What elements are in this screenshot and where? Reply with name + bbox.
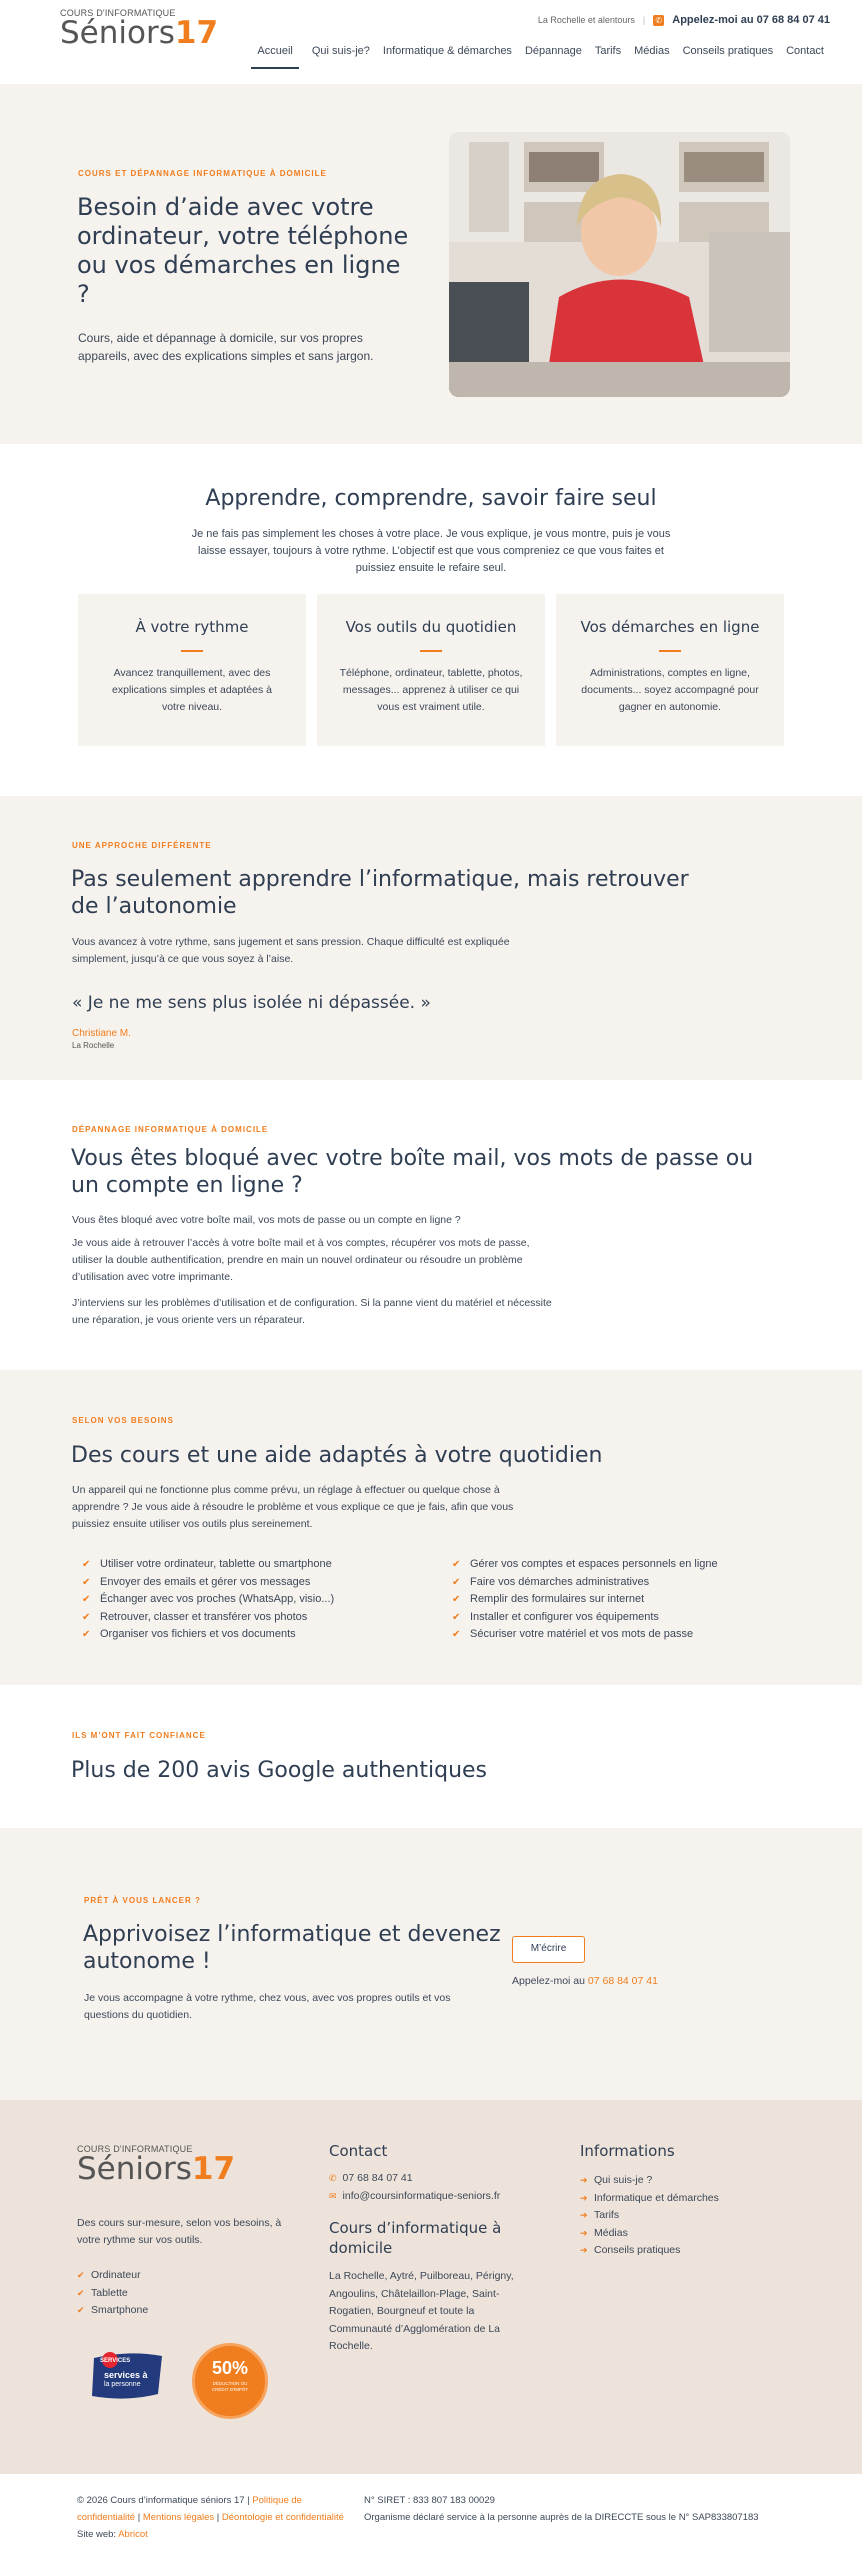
site-footer [0, 2100, 862, 2474]
cta-text: Je vous accompagne à votre rythme, chez vous, avec vos propres outils et vos questions du quotidien. [84, 1992, 451, 2021]
list-item: ✔ Retrouver, classer et transférer vos photos [82, 1609, 334, 1627]
nav-item-accueil[interactable]: Accueil [251, 45, 298, 69]
needs-list-right [452, 1556, 718, 1644]
logo-number: 17 [174, 15, 219, 51]
sap-line2: la personne [104, 2381, 141, 2388]
footer-link-qui-suis-je[interactable]: ➔ Qui suis-je ? [580, 2172, 719, 2190]
card-title: Vos outils du quotidien [345, 618, 517, 636]
tax-credit-badge [192, 2343, 268, 2419]
site-header [0, 0, 862, 84]
logo-word: Séniors [77, 2151, 192, 2187]
card-rythme [78, 594, 306, 746]
cours-eyebrow: SELON VOS BESOINS [72, 1416, 174, 1425]
nav-item-medias[interactable]: Médias [634, 45, 670, 57]
logo-word: Séniors [60, 15, 175, 51]
hero-eyebrow: COURS ET DÉPANNAGE INFORMATIQUE À DOMICILE [78, 169, 327, 178]
hero-section [0, 84, 862, 444]
list-item: ✔ Installer et configurer vos équipements [452, 1609, 718, 1627]
depannage-title: Vous êtes bloqué avec votre boîte mail, vos mots de passe ou un compte en ligne ? [71, 1146, 754, 1198]
list-item: ✔ Remplir des formulaires sur internet [452, 1591, 718, 1609]
nav-item-tarifs[interactable]: Tarifs [594, 45, 622, 57]
privacy-link[interactable]: Politique de confidentialité [77, 2495, 302, 2523]
footer-email-text: info@coursinformatique-seniors.fr [342, 2190, 501, 2202]
list-item: ✔ Ordinateur [77, 2267, 148, 2285]
footer-link-medias[interactable]: ➔ Médias [580, 2225, 719, 2243]
learn-section [0, 444, 862, 796]
card-title: Vos démarches en ligne [580, 618, 760, 636]
card-demarches [556, 594, 784, 746]
list-item: ✔ Tablette [77, 2285, 148, 2303]
nav-item-conseils[interactable]: Conseils pratiques [682, 45, 774, 57]
site-credit-prefix: Site web: [77, 2529, 117, 2540]
footer-device-list [77, 2267, 148, 2320]
card-divider [420, 650, 442, 652]
cours-section [0, 1370, 862, 1685]
cta-call [512, 1975, 658, 1987]
declaration-text: Organisme déclaré service à la personne auprès de la DIRECCTE sous le N° SAP833807183 [364, 2512, 759, 2523]
hero-text: Cours, aide et dépannage à domicile, sur vos propres appareils, avec des explications simples et sans jargon. [78, 331, 374, 363]
card-outils [317, 594, 545, 746]
list-item: ✔ Smartphone [77, 2302, 148, 2320]
cta-phone-link[interactable]: 07 68 84 07 41 [587, 1975, 658, 1987]
legal-link[interactable]: Mentions légales [142, 2512, 215, 2523]
list-item: ✔ Envoyer des emails et gérer vos messages [82, 1574, 334, 1592]
write-me-button[interactable]: M’écrire [512, 1936, 585, 1963]
phone-icon: ✆ [329, 2172, 337, 2183]
list-item: ✔ Gérer vos comptes et espaces personnels en ligne [452, 1556, 718, 1574]
cours-title: Des cours et une aide adaptés à votre quotidien [71, 1443, 603, 1468]
sap-line1: services à [104, 2370, 148, 2380]
nav-item-qui-suis-je[interactable]: Qui suis-je? [311, 45, 370, 57]
tax-credit-percent: 50% [211, 2358, 249, 2378]
list-item: ✔ Faire vos démarches administratives [452, 1574, 718, 1592]
footer-description: Des cours sur-mesure, selon vos besoins, à votre rythme sur vos outils. [77, 2217, 282, 2246]
logo-tagline: COURS D'INFORMATIQUE [77, 2144, 193, 2154]
approach-eyebrow: UNE APPROCHE DIFFÉRENTE [72, 841, 212, 850]
footer-link-tarifs[interactable]: ➔ Tarifs [580, 2207, 719, 2225]
bottom-bar [0, 2474, 862, 2560]
card-text: Avancez tranquillement, avec des explications simples et adaptées à votre niveau. [112, 667, 272, 713]
footer-info-title: Informations [580, 2142, 675, 2160]
nav-item-contact[interactable]: Contact [786, 45, 824, 57]
depannage-p1: Vous êtes bloqué avec votre boîte mail, vos mots de passe ou un compte en ligne ? [72, 1214, 461, 1226]
envelope-icon: ✉ [329, 2190, 337, 2201]
learn-text: Je ne fais pas simplement les choses à votre place. Je vous explique, je vous montre, puis je vous laisse essayer, toujours à votre rythme. L’objectif est que vous compreniez ce que vous faites et puissiez ensuite le refaire seul. [191, 528, 671, 574]
reviews-eyebrow: ILS M’ONT FAIT CONFIANCE [72, 1731, 206, 1740]
hero-photo [449, 132, 790, 397]
cta-call-prefix: Appelez-moi au [512, 1975, 585, 1987]
list-item: ✔ Utiliser votre ordinateur, tablette ou smartphone [82, 1556, 334, 1574]
approach-section [0, 796, 862, 1080]
needs-list-left [82, 1556, 334, 1644]
footer-contact-title: Contact [329, 2142, 388, 2160]
depannage-p2: Je vous aide à retrouver l’accès à votre boîte mail et à vos comptes, récupérer vos mots de passe, utiliser la double authentification, prendre en main un nouvel ordinateur ou résoudre un problème d’utilisation avec votre imprimante. [72, 1237, 530, 1283]
cta-title: Apprivoisez l’informatique et devenez autonome ! [83, 1922, 501, 1974]
footer-phone[interactable] [329, 2172, 413, 2184]
portrait-image [449, 132, 790, 397]
call-link[interactable]: Appelez-moi au 07 68 84 07 41 [672, 14, 830, 26]
siret-text: N° SIRET : 833 807 183 00029 [364, 2495, 495, 2506]
list-item: ✔ Organiser vos fichiers et vos documents [82, 1626, 334, 1644]
site-credit-link[interactable]: Abricot [118, 2529, 148, 2540]
card-divider [181, 650, 203, 652]
depannage-eyebrow: DÉPANNAGE INFORMATIQUE À DOMICILE [72, 1125, 269, 1134]
card-text: Téléphone, ordinateur, tablette, photos, messages... apprenez à utiliser ce qui vous est vraiment utile. [339, 667, 523, 713]
approach-text: Vous avancez à votre rythme, sans jugement et sans pression. Chaque difficulté est expliquée simplement, jusqu’à ce que vous soyez à l’aise. [72, 936, 510, 965]
tax-credit-text: DÉDUCTION OU CRÉDIT D'IMPÔT [211, 2381, 249, 2392]
separator: | [137, 2512, 141, 2523]
footer-phone-text: 07 68 84 07 41 [342, 2172, 413, 2184]
sap-top: SERVICES [100, 2358, 131, 2364]
card-title: À votre rythme [135, 618, 249, 636]
depannage-p3: J’interviens sur les problèmes d’utilisation et de configuration. Si la panne vient du matériel et nécessite une réparation, je vous oriente vers un réparateur. [72, 1297, 552, 1326]
testimonial-city: La Rochelle [72, 1041, 115, 1050]
footer-link-informatique[interactable]: ➔ Informatique et démarches [580, 2190, 719, 2208]
nav-item-depannage[interactable]: Dépannage [524, 45, 582, 57]
reviews-title: Plus de 200 avis Google authentiques [71, 1758, 488, 1783]
footer-zone-text: La Rochelle, Aytré, Puilboreau, Périgny, Angoulins, Châtelaillon-Plage, Saint-Rogatien, Bourgneuf et toute la Communauté d’Agglomération de La Rochelle. [329, 2270, 514, 2352]
cta-eyebrow: PRÊT À VOUS LANCER ? [84, 1896, 201, 1905]
copyright-text: © 2026 Cours d’informatique séniors 17 | [77, 2495, 250, 2506]
cta-section [0, 1828, 862, 2100]
list-item: ✔ Sécuriser votre matériel et vos mots de passe [452, 1626, 718, 1644]
footer-info-links [580, 2172, 719, 2260]
footer-logo[interactable] [77, 2144, 236, 2187]
nav-item-informatique[interactable]: Informatique & démarches [382, 45, 512, 57]
copyright-block [77, 2492, 347, 2543]
cours-text: Un appareil qui ne fonctionne plus comme prévu, un réglage à effectuer ou quelque chose à apprendre ? Je vous aide à résoudre le problème et vous explique ce que je fais, afin que vous puissiez ensuite utiliser vos outils plus sereinement. [72, 1484, 514, 1530]
approach-title: Pas seulement apprendre l’informatique, mais retrouver de l’autonomie [71, 867, 689, 919]
separator: | [642, 15, 646, 25]
learn-title: Apprendre, comprendre, savoir faire seul [205, 486, 657, 511]
legal-info [364, 2492, 794, 2526]
deontology-link[interactable]: Déontologie et confidentialité [221, 2512, 344, 2523]
services-a-la-personne-logo [90, 2350, 165, 2402]
site-logo[interactable] [60, 8, 219, 51]
footer-link-conseils[interactable]: ➔ Conseils pratiques [580, 2242, 719, 2260]
footer-email[interactable] [329, 2190, 500, 2202]
card-divider [659, 650, 681, 652]
footer-zone-title: Cours d’informatique à domicile [329, 2219, 502, 2257]
card-text: Administrations, comptes en ligne, documents... soyez accompagné pour gagner en autonomie. [581, 667, 759, 713]
hero-title: Besoin d’aide avec votre ordinateur, votre téléphone ou vos démarches en ligne ? [77, 193, 409, 308]
separator: | [216, 2512, 220, 2523]
logo-tagline: COURS D'INFORMATIQUE [60, 8, 176, 18]
testimonial-quote: « Je ne me sens plus isolée ni dépassée. » [72, 993, 431, 1013]
testimonial-author: Christiane M. [72, 1028, 131, 1039]
phone-icon: ✆ [653, 15, 664, 26]
logo-number: 17 [191, 2151, 236, 2187]
reviews-section [0, 1685, 862, 1828]
location-text: La Rochelle et alentours [537, 15, 635, 25]
depannage-section [0, 1080, 862, 1370]
main-nav [251, 45, 824, 69]
top-info-bar [538, 14, 830, 26]
list-item: ✔ Échanger avec vos proches (WhatsApp, visio...) [82, 1591, 334, 1609]
